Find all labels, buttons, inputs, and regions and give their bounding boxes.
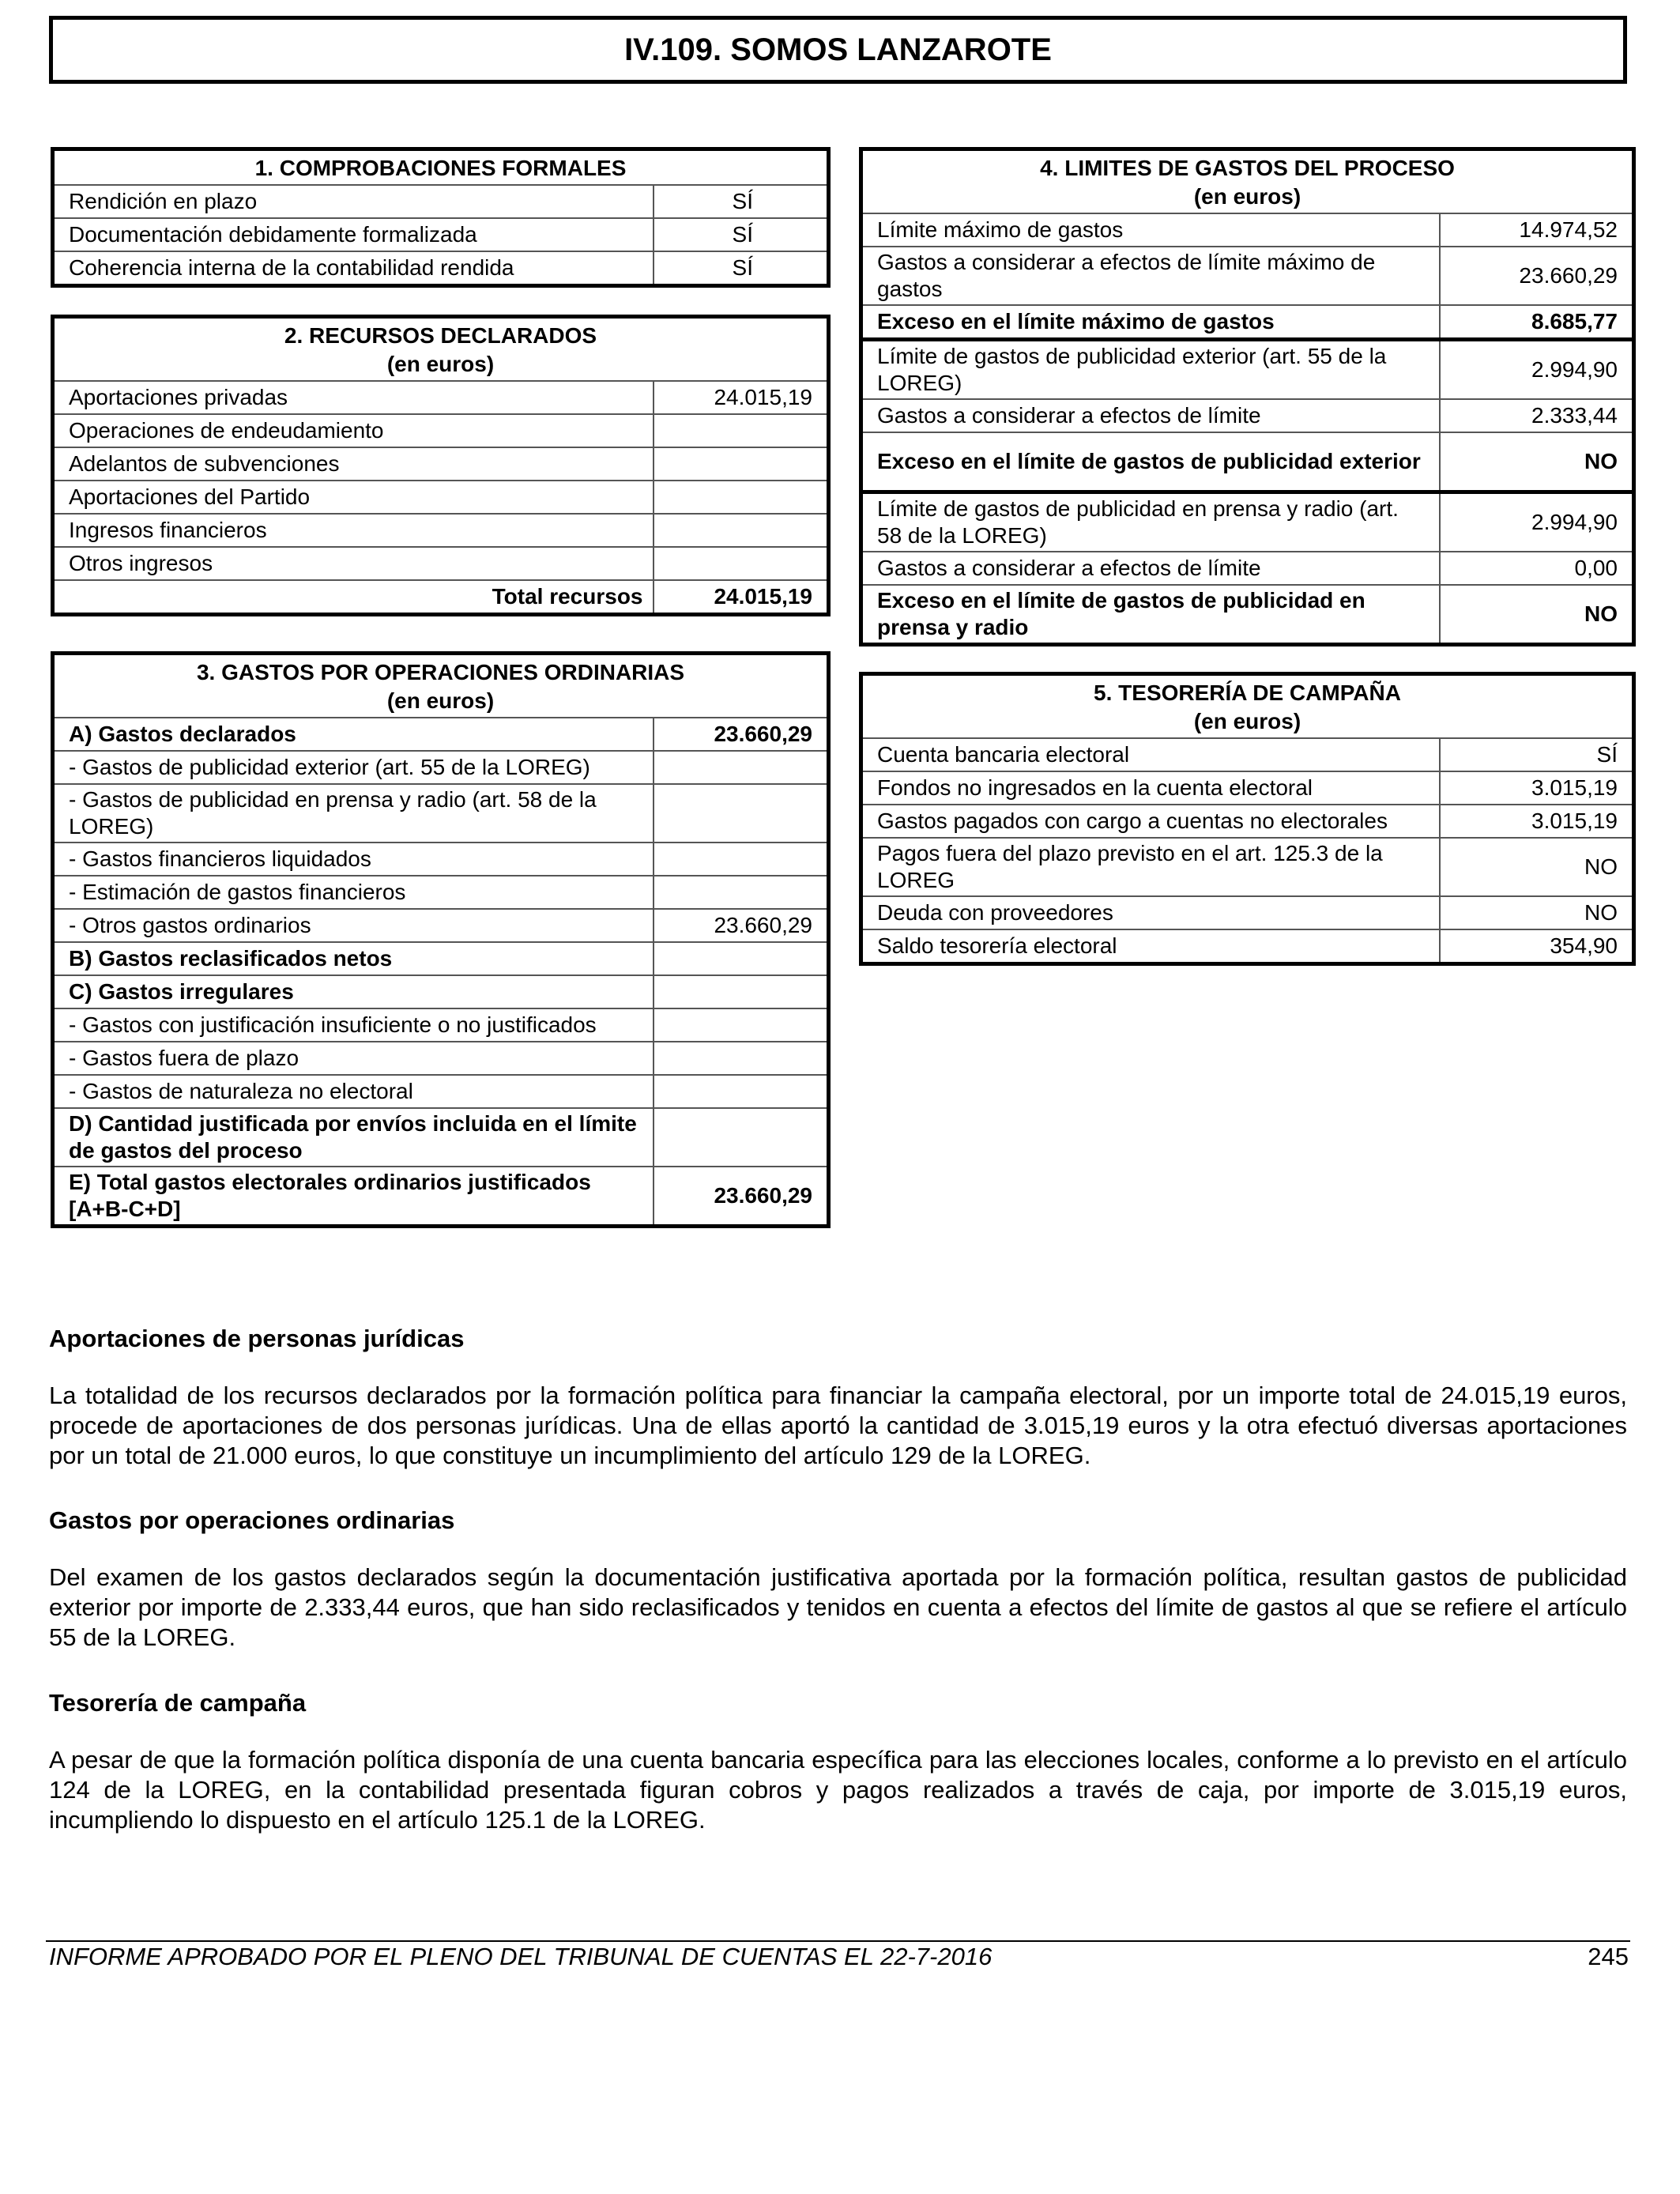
row-label: Gastos a considerar a efectos de límite (861, 399, 1440, 432)
row-label: Cuenta bancaria electoral (861, 738, 1440, 771)
table-row (861, 432, 1634, 492)
row-value (654, 975, 829, 1008)
table-header-units: (en euros) (386, 688, 495, 713)
row-label: - Gastos financieros liquidados (53, 843, 654, 876)
row-value (654, 1108, 829, 1167)
table-row (53, 185, 829, 218)
row-value (654, 547, 829, 580)
page-title: IV.109. SOMOS LANZAROTE (624, 32, 1052, 67)
table-row (861, 805, 1634, 838)
row-value: 23.660,29 (654, 1167, 829, 1227)
table-row (861, 247, 1634, 305)
row-label: Documentación debidamente formalizada (53, 218, 654, 251)
table-header (861, 674, 1634, 739)
row-value (654, 784, 829, 843)
table-row (861, 340, 1634, 400)
table-row (53, 975, 829, 1008)
row-label: Otros ingresos (53, 547, 654, 580)
row-label: Coherencia interna de la contabilidad rendida (53, 251, 654, 286)
section-heading: Gastos por operaciones ordinarias (49, 1506, 455, 1534)
table-row (53, 1075, 829, 1108)
row-label: Aportaciones del Partido (53, 481, 654, 514)
section-aportaciones (49, 1324, 1627, 1471)
row-label: - Gastos fuera de plazo (53, 1042, 654, 1075)
row-value (654, 1042, 829, 1075)
table-row (53, 1042, 829, 1075)
row-value (654, 514, 829, 547)
row-value (654, 1075, 829, 1108)
row-label: - Gastos de naturaleza no electoral (53, 1075, 654, 1108)
row-label: - Gastos de publicidad en prensa y radio (art. 58 de la LOREG) (53, 784, 654, 843)
table-row (861, 738, 1634, 771)
row-value (654, 447, 829, 481)
table-row (53, 414, 829, 447)
table-row (861, 399, 1634, 432)
table-row (861, 213, 1634, 247)
table-row (53, 218, 829, 251)
table-header-title: 5. TESORERÍA DE CAMPAÑA (1094, 680, 1401, 705)
row-value: 0,00 (1440, 552, 1634, 585)
row-value: 354,90 (1440, 929, 1634, 964)
row-value (654, 414, 829, 447)
table-row (53, 942, 829, 975)
row-label: - Estimación de gastos financieros (53, 876, 654, 909)
table-row (861, 552, 1634, 585)
total-label: Total recursos (53, 580, 654, 615)
row-value (654, 843, 829, 876)
table-header (53, 317, 829, 382)
table-row (53, 843, 829, 876)
row-value: NO (1440, 896, 1634, 929)
table-row (53, 909, 829, 942)
table-row (53, 784, 829, 843)
footer-report-note: INFORME APROBADO POR EL PLENO DEL TRIBUNAL DE CUENTAS EL 22-7-2016 (49, 1943, 993, 1970)
row-label: C) Gastos irregulares (53, 975, 654, 1008)
footer-divider (46, 1940, 1630, 1942)
row-label: A) Gastos declarados (53, 718, 654, 751)
row-label: Deuda con proveedores (861, 896, 1440, 929)
section-heading: Aportaciones de personas jurídicas (49, 1325, 465, 1352)
row-label: Límite de gastos de publicidad en prensa y radio (art. 58 de la LOREG) (861, 492, 1440, 552)
table-row (53, 1108, 829, 1167)
table-limites-gastos (859, 147, 1636, 647)
table-header-units: (en euros) (1193, 184, 1301, 209)
table-row (861, 492, 1634, 552)
row-label: Rendición en plazo (53, 185, 654, 218)
table-row (53, 381, 829, 414)
row-label: Operaciones de endeudamiento (53, 414, 654, 447)
row-value: NO (1440, 838, 1634, 896)
table-row (53, 876, 829, 909)
row-value: 14.974,52 (1440, 213, 1634, 247)
row-label: Ingresos financieros (53, 514, 654, 547)
total-row (53, 580, 829, 615)
row-label: B) Gastos reclasificados netos (53, 942, 654, 975)
table-row (53, 447, 829, 481)
row-label: - Gastos con justificación insuficiente o no justificados (53, 1008, 654, 1042)
row-value: 2.994,90 (1440, 492, 1634, 552)
section-paragraph: A pesar de que la formación política disponía de una cuenta bancaria específica para las elecciones locales, conforme a lo previsto en el artículo 124 de la LOREG, en la contabilidad presentada figuran cobros y pagos realizados a través de caja, por importe de 3.015,19 euros, incumpliendo lo dispuesto en el artículo 125.1 de la LOREG. (49, 1746, 1627, 1834)
table-row (53, 1167, 829, 1227)
row-value: 2.994,90 (1440, 340, 1634, 400)
table-row (53, 1008, 829, 1042)
row-value: SÍ (1440, 738, 1634, 771)
row-value (654, 876, 829, 909)
table-row (53, 547, 829, 580)
total-value: 24.015,19 (654, 580, 829, 615)
table-row (53, 251, 829, 286)
row-label: Aportaciones privadas (53, 381, 654, 414)
table-row (53, 481, 829, 514)
table-row (53, 751, 829, 784)
table-header-units: (en euros) (1193, 709, 1301, 733)
table-row (861, 305, 1634, 340)
table-header: 1. COMPROBACIONES FORMALES (53, 149, 829, 186)
table-comprobaciones-formales (51, 147, 831, 288)
table-row (861, 929, 1634, 964)
row-label: Límite máximo de gastos (861, 213, 1440, 247)
row-label: Límite de gastos de publicidad exterior (art. 55 de la LOREG) (861, 340, 1440, 400)
row-label: - Gastos de publicidad exterior (art. 55 de la LOREG) (53, 751, 654, 784)
row-value (654, 1008, 829, 1042)
table-row (861, 771, 1634, 805)
row-label: Saldo tesorería electoral (861, 929, 1440, 964)
table-row (53, 514, 829, 547)
table-header-units: (en euros) (386, 352, 495, 376)
table-header (861, 149, 1634, 214)
table-tesoreria-campana (859, 672, 1636, 966)
row-value (654, 942, 829, 975)
table-row (861, 896, 1634, 929)
table-header-title: 3. GASTOS POR OPERACIONES ORDINARIAS (196, 660, 685, 684)
row-value: SÍ (654, 251, 829, 286)
row-value (654, 751, 829, 784)
row-label: Exceso en el límite máximo de gastos (861, 305, 1440, 340)
table-header-title: 2. RECURSOS DECLARADOS (284, 323, 597, 348)
row-label: Gastos a considerar a efectos de límite máximo de gastos (861, 247, 1440, 305)
row-label: E) Total gastos electorales ordinarios justificados [A+B-C+D] (53, 1167, 654, 1227)
row-value: NO (1440, 585, 1634, 645)
row-value: SÍ (654, 218, 829, 251)
row-label: Exceso en el límite de gastos de publicidad exterior (861, 432, 1440, 492)
row-label: Exceso en el límite de gastos de publicidad en prensa y radio (861, 585, 1440, 645)
row-label: Gastos pagados con cargo a cuentas no electorales (861, 805, 1440, 838)
section-heading: Tesorería de campaña (49, 1689, 307, 1717)
row-value (654, 481, 829, 514)
page-title-box (49, 16, 1627, 84)
table-gastos-operaciones-ordinarias (51, 651, 831, 1228)
table-recursos-declarados (51, 315, 831, 616)
row-value: 23.660,29 (1440, 247, 1634, 305)
table-header-title: 4. LIMITES DE GASTOS DEL PROCESO (1040, 156, 1455, 180)
row-value: 23.660,29 (654, 718, 829, 751)
row-value: SÍ (654, 185, 829, 218)
row-value: 2.333,44 (1440, 399, 1634, 432)
row-value: 24.015,19 (654, 381, 829, 414)
row-value: 3.015,19 (1440, 805, 1634, 838)
table-header (53, 654, 829, 718)
section-gastos-ordinarios (49, 1506, 1627, 1653)
row-label: - Otros gastos ordinarios (53, 909, 654, 942)
row-value: 3.015,19 (1440, 771, 1634, 805)
row-label: Pagos fuera del plazo previsto en el art. 125.3 de la LOREG (861, 838, 1440, 896)
row-label: Fondos no ingresados en la cuenta electoral (861, 771, 1440, 805)
row-value: 23.660,29 (654, 909, 829, 942)
page-number: 245 (1588, 1943, 1629, 1970)
table-row (861, 585, 1634, 645)
row-value: 8.685,77 (1440, 305, 1634, 340)
section-paragraph: La totalidad de los recursos declarados por la formación política para financiar la campaña electoral, por un importe total de 24.015,19 euros, procede de aportaciones de dos personas jurídicas. Una de ellas aportó la cantidad de 3.015,19 euros y la otra efectuó diversas aportaciones por un total de 21.000 euros, lo que constituye un incumplimiento del artículo 129 de la LOREG. (49, 1382, 1627, 1469)
row-value: NO (1440, 432, 1634, 492)
section-paragraph: Del examen de los gastos declarados según la documentación justificativa aportada por la formación política, resultan gastos de publicidad exterior por importe de 2.333,44 euros, que han sido reclasificados y tenidos en cuenta a efectos del límite de gastos al que se refiere el artículo 55 de la LOREG. (49, 1563, 1627, 1651)
section-tesoreria (49, 1688, 1627, 1835)
row-label: D) Cantidad justificada por envíos incluida en el límite de gastos del proceso (53, 1108, 654, 1167)
table-row (53, 718, 829, 751)
table-row (861, 838, 1634, 896)
row-label: Adelantos de subvenciones (53, 447, 654, 481)
row-label: Gastos a considerar a efectos de límite (861, 552, 1440, 585)
